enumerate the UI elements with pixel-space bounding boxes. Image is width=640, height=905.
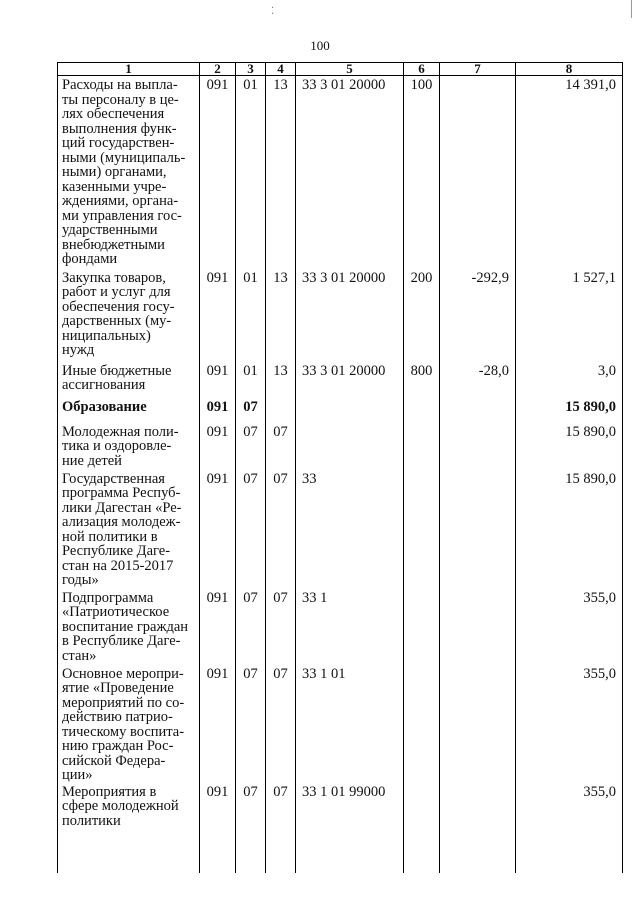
filler-cell [266,843,296,873]
row-subsection: 13 [266,269,296,362]
row-admin-code: 091 [200,362,236,398]
row-name: Иные бюджетные ассигнования [58,362,200,398]
row-admin-code: 091 [200,398,236,423]
row-expense-type [404,665,440,783]
table-row [58,470,623,589]
filler-cell [404,843,440,873]
row-name: Молодежная поли- тика и оздоровле- ние детей [58,423,200,470]
row-target-article: 33 1 01 [296,665,404,783]
header-row [58,63,623,76]
filler-cell [58,843,200,873]
row-amount: 355,0 [516,589,623,665]
row-amount: 14 391,0 [516,76,623,269]
row-admin-code: 091 [200,269,236,362]
row-subsection: 13 [266,76,296,269]
page-number: 100 [310,38,330,53]
scan-artifact: ⁚ [271,6,275,17]
filler-cell [296,843,404,873]
col-header-8: 8 [516,63,623,76]
row-name: Расходы на выпла- ты персоналу в це- лях обеспечения выполнения функ- ций государствен- ными (муниципаль- ными) органами, казенными учре- ждениями, органа- ми управления гос- ударственными внебюджетными фондами [58,76,200,269]
row-section: 07 [236,665,266,783]
row-section: 07 [236,398,266,423]
col-header-5: 5 [296,63,404,76]
row-change [440,423,516,470]
row-subsection: 07 [266,783,296,843]
row-change [440,665,516,783]
table-row [58,665,623,783]
row-subsection: 07 [266,423,296,470]
row-subsection: 13 [266,362,296,398]
row-admin-code: 091 [200,423,236,470]
table-row [58,589,623,665]
row-expense-type: 100 [404,76,440,269]
row-amount: 355,0 [516,665,623,783]
row-section: 07 [236,423,266,470]
row-admin-code: 091 [200,470,236,589]
row-target-article [296,398,404,423]
row-change [440,398,516,423]
table-row [58,398,623,423]
row-target-article: 33 3 01 20000 [296,362,404,398]
col-header-7: 7 [440,63,516,76]
row-section: 01 [236,362,266,398]
col-header-3: 3 [236,63,266,76]
row-expense-type [404,470,440,589]
row-amount: 15 890,0 [516,423,623,470]
row-target-article: 33 1 01 99000 [296,783,404,843]
row-expense-type [404,398,440,423]
row-change: -28,0 [440,362,516,398]
row-admin-code: 091 [200,76,236,269]
row-change [440,470,516,589]
col-header-1: 1 [58,63,200,76]
row-target-article [296,423,404,470]
table-row [58,783,623,843]
edge-line [631,0,632,18]
row-amount: 15 890,0 [516,470,623,589]
col-header-4: 4 [266,63,296,76]
row-section: 01 [236,269,266,362]
row-subsection: 07 [266,470,296,589]
row-target-article: 33 1 [296,589,404,665]
row-section: 07 [236,470,266,589]
row-name: Государственная программа Респуб- лики Дагестан «Ре- ализация молодеж- ной политики в Республике Даге- стан на 2015-2017 годы» [58,470,200,589]
row-change: -292,9 [440,269,516,362]
row-expense-type: 200 [404,269,440,362]
table-row [58,269,623,362]
row-section: 07 [236,783,266,843]
row-target-article: 33 [296,470,404,589]
filler-cell [440,843,516,873]
budget-table [57,62,623,873]
table-row [58,362,623,398]
table-row [58,76,623,269]
row-name: Образование [58,398,200,423]
row-target-article: 33 3 01 20000 [296,76,404,269]
row-section: 01 [236,76,266,269]
row-change [440,783,516,843]
row-admin-code: 091 [200,665,236,783]
filler-row [58,843,623,873]
row-expense-type [404,423,440,470]
filler-cell [200,843,236,873]
row-name: Подпрограмма «Патриотическое воспитание граждан в Республике Даге- стан» [58,589,200,665]
row-name: Закупка товаров, работ и услуг для обеспечения госу- дарственных (му- ниципальных) нужд [58,269,200,362]
row-amount: 355,0 [516,783,623,843]
row-admin-code: 091 [200,783,236,843]
col-header-2: 2 [200,63,236,76]
row-subsection: 07 [266,589,296,665]
filler-cell [516,843,623,873]
row-name: Мероприятия в сфере молодежной политики [58,783,200,843]
row-expense-type [404,589,440,665]
row-amount: 3,0 [516,362,623,398]
row-change [440,589,516,665]
row-section: 07 [236,589,266,665]
row-subsection: 07 [266,665,296,783]
row-amount: 1 527,1 [516,269,623,362]
row-name: Основное меропри- ятие «Проведение мероприятий по со- действию патрио- тическому воспита- нию граждан Рос- сийской Федера- ции» [58,665,200,783]
row-expense-type [404,783,440,843]
row-change [440,76,516,269]
table-row [58,423,623,470]
row-expense-type: 800 [404,362,440,398]
col-header-6: 6 [404,63,440,76]
row-target-article: 33 3 01 20000 [296,269,404,362]
filler-cell [236,843,266,873]
row-admin-code: 091 [200,589,236,665]
row-amount: 15 890,0 [516,398,623,423]
row-subsection [266,398,296,423]
